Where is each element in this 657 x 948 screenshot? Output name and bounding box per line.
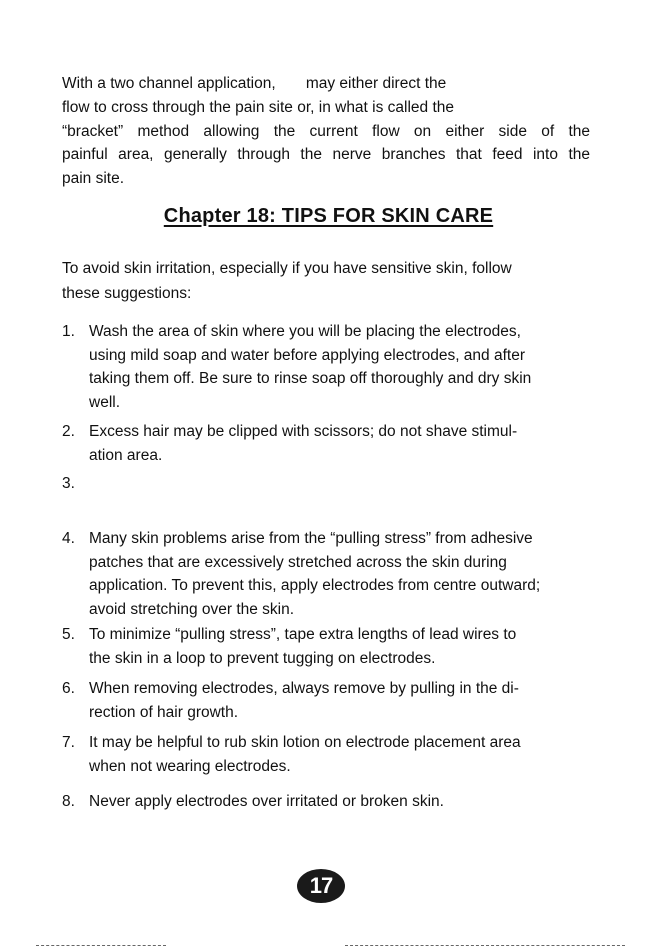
page-number-badge: 17 — [297, 869, 345, 903]
intro-line: painful area, generally through the nerve branches that feed into the — [62, 146, 590, 164]
intro-line: “bracket” method allowing the current flow on either side of the — [62, 122, 590, 140]
tip-line: It may be helpful to rub skin lotion on electrode placement area — [89, 734, 521, 751]
tip-line: well. — [89, 393, 121, 411]
scan-edge-artifact — [345, 945, 625, 947]
tip-line: rection of hair growth. — [89, 703, 239, 721]
tip-line: the skin in a loop to prevent tugging on electrodes. — [89, 649, 436, 667]
tip-line: Wash the area of skin where you will be placing the electrodes, — [89, 323, 521, 340]
tip-text — [89, 677, 590, 724]
tip-text — [89, 420, 590, 467]
tip-line: Excess hair may be clipped with scissors; do not shave stimul- — [89, 423, 518, 440]
intro-line: flow to cross through the pain site or, in what is called the — [62, 98, 455, 116]
tip-line: taking them off. Be sure to rinse soap off thoroughly and dry skin — [89, 370, 532, 387]
intro-paragraph — [62, 72, 590, 191]
tip-line: ation area. — [89, 446, 163, 464]
tip-line: Many skin problems arise from the “pulling stress” from adhesive — [89, 530, 533, 547]
chapter-title: Chapter 18: TIPS FOR SKIN CARE — [163, 205, 494, 227]
tip-number: 1. — [62, 323, 75, 340]
intro-line: pain site. — [62, 170, 125, 188]
tip-number: 6. — [62, 680, 75, 697]
tip-text — [89, 320, 590, 414]
lead-paragraph — [62, 257, 590, 306]
tip-number: 3. — [62, 475, 75, 492]
tip-number: 7. — [62, 734, 75, 751]
tip-number: 5. — [62, 626, 75, 643]
tip-line: To minimize “pulling stress”, tape extra lengths of lead wires to — [89, 626, 517, 643]
tip-number: 4. — [62, 530, 75, 547]
lead-line: To avoid skin irritation, especially if you have sensitive skin, follow — [62, 260, 512, 277]
tip-line: when not wearing electrodes. — [89, 757, 291, 775]
tip-text — [89, 731, 590, 778]
intro-line: With a two channel application, may either direct the — [62, 75, 447, 92]
tip-text — [89, 790, 590, 814]
tip-line: Never apply electrodes over irritated or broken skin. — [89, 793, 444, 810]
tip-line: patches that are excessively stretched across the skin during — [89, 553, 507, 571]
tip-number: 8. — [62, 793, 75, 810]
tip-line: When removing electrodes, always remove by pulling in the di- — [89, 680, 519, 697]
tip-line: using mild soap and water before applying electrodes, and after — [89, 346, 525, 364]
tip-number: 2. — [62, 423, 75, 440]
scan-edge-artifact — [36, 945, 166, 947]
tip-line: application. To prevent this, apply electrodes from centre outward; — [89, 577, 541, 594]
tip-line: avoid stretching over the skin. — [89, 600, 295, 618]
tip-text — [89, 527, 590, 621]
tip-text — [89, 623, 590, 670]
lead-line: these suggestions: — [62, 284, 192, 302]
